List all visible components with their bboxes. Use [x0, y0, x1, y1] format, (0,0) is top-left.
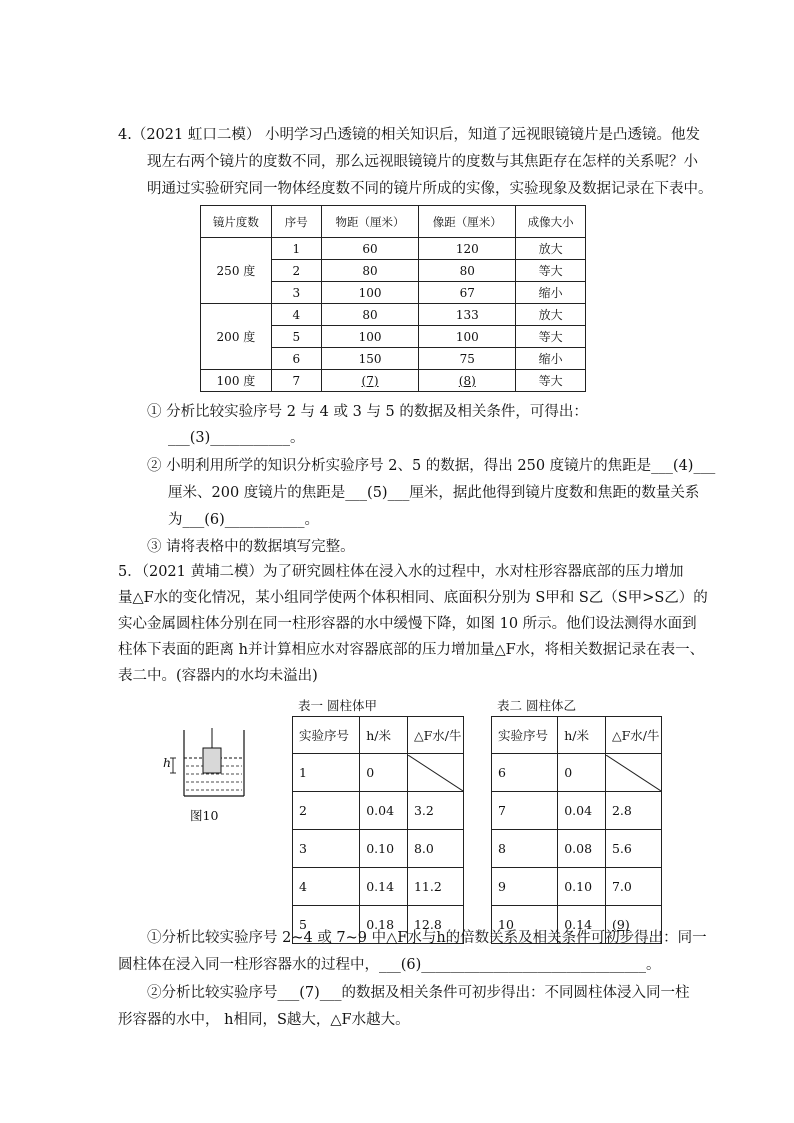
q4-sub3: ③ 请将表格中的数据填写完整。 [147, 539, 355, 555]
q4-sub1-blank: ___(3)___________。 [168, 430, 305, 446]
q4-line-1: 4.（2021 虹口二模） 小明学习凸透镜的相关知识后，知道了远视眼镜镜片是凸透镜。他发 [118, 127, 700, 143]
table-cell: 80 [419, 260, 516, 282]
q4-sub1: ① 分析比较实验序号 2 与 4 或 3 与 5 的数据及相关条件，可得出： [147, 404, 588, 420]
table-cell: 3 [293, 830, 360, 868]
table-cell: 2 [271, 260, 321, 282]
header-cell: 物距（厘米） [321, 206, 419, 238]
diagonal-cell [407, 754, 463, 792]
table-cell: 0.14 [558, 906, 606, 944]
q4-sub2-c: 为___(6)___________。 [168, 512, 320, 528]
table-cell: 6 [271, 348, 321, 370]
q4-line-3: 明通过实验研究同一物体经度数不同的镜片所成的实像，实验现象及数据记录在下表中。 [147, 181, 713, 197]
table-cell: 150 [321, 348, 419, 370]
table-cell: 缩小 [516, 282, 586, 304]
table-cell: 3.2 [407, 792, 463, 830]
q5-line-3: 实心金属圆柱体分别在同一柱形容器的水中缓慢下降，如图 10 所示。他们设法测得水面到 [118, 616, 697, 632]
table-cell: 5 [293, 906, 360, 944]
table-cell: 133 [419, 304, 516, 326]
q5-sub2-b: 形容器的水中， h相同，S越大，△F水越大。 [118, 1012, 410, 1028]
table-cell: 等大 [516, 326, 586, 348]
q5-line-2: 量△F水的变化情况，某小组同学使两个体积相同、底面积分别为 S甲和 S乙（S甲>S乙）的 [118, 590, 708, 606]
table1-caption: 表一 圆柱体甲 [298, 698, 377, 713]
figure-10-diagram [160, 720, 255, 820]
table-cell: 5 [271, 326, 321, 348]
table-cell: 100 [419, 326, 516, 348]
degree-cell: 100 度 [201, 370, 272, 392]
table-cell: 10 [492, 906, 558, 944]
degree-cell: 200 度 [201, 304, 272, 370]
table-cell: 缩小 [516, 348, 586, 370]
table-cell: 0.10 [558, 868, 606, 906]
table-cell: 1 [271, 238, 321, 260]
diagonal-cell [605, 754, 661, 792]
table-cell: 0 [360, 754, 408, 792]
table-cell: 7 [271, 370, 321, 392]
degree-cell: 250 度 [201, 238, 272, 304]
table-cell: 75 [419, 348, 516, 370]
q4-sub2-a: ② 小明利用所学的知识分析实验序号 2、5 的数据，得出 250 度镜片的焦距是___(4)___ [147, 458, 716, 474]
figure-caption: 图10 [190, 808, 219, 823]
table-cell: 7.0 [605, 868, 661, 906]
table-cell: 0 [558, 754, 606, 792]
header-cell: h/米 [558, 717, 606, 754]
table-cell: 120 [419, 238, 516, 260]
header-cell: 镜片度数 [201, 206, 272, 238]
table-cell: 1 [293, 754, 360, 792]
table-cell: 等大 [516, 260, 586, 282]
q5-sub2-a: ②分析比较实验序号___(7)___的数据及相关条件可初步得出：不同圆柱体浸入同一柱 [147, 985, 690, 1001]
table-cell: 2 [293, 792, 360, 830]
table-cell: 6 [492, 754, 558, 792]
table-cell: 100 [321, 282, 419, 304]
table-cell: 放大 [516, 238, 586, 260]
header-cell: h/米 [360, 717, 408, 754]
q5-sub1-a: ①分析比较实验序号 2~4 或 7~9 中△F水与h的倍数关系及相关条件可初步得出：同一 [147, 930, 707, 946]
table-cell: 0.04 [360, 792, 408, 830]
table-cell: 放大 [516, 304, 586, 326]
table-cell: 12.8 [407, 906, 463, 944]
table-cell: 2.8 [605, 792, 661, 830]
table-cell: 等大 [516, 370, 586, 392]
table-cell: 8.0 [407, 830, 463, 868]
table-cell: 60 [321, 238, 419, 260]
header-cell: △F水/牛 [605, 717, 661, 754]
table-cell: 100 [321, 326, 419, 348]
q4-line-2: 现左右两个镜片的度数不同，那么远视眼镜镜片的度数与其焦距存在怎样的关系呢？小 [147, 154, 698, 170]
table-cell: 80 [321, 304, 419, 326]
table-cell: 4 [271, 304, 321, 326]
table-cell: 0.10 [360, 830, 408, 868]
answer-blank-9: (9) [605, 906, 661, 944]
q4-sub2-b: 厘米、200 度镜片的焦距是___(5)___厘米，据此他得到镜片度数和焦距的数量关系 [168, 485, 700, 501]
table-cell: 0.08 [558, 830, 606, 868]
q5-line-1: 5．（2021 黄埔二模）为了研究圆柱体在浸入水的过程中，水对柱形容器底部的压力增加 [118, 564, 684, 580]
q5-sub1-b: 圆柱体在浸入同一柱形容器水的过程中，___(6)_______________________________。 [118, 957, 661, 973]
table-cell: 0.04 [558, 792, 606, 830]
table-cell: 80 [321, 260, 419, 282]
table-cell: 0.18 [360, 906, 408, 944]
q4-data-table [200, 205, 586, 392]
table-cell: 4 [293, 868, 360, 906]
header-cell: 序号 [271, 206, 321, 238]
table-cell: 11.2 [407, 868, 463, 906]
header-cell: 实验序号 [293, 717, 360, 754]
table-cell: 5.6 [605, 830, 661, 868]
q5-line-4: 柱体下表面的距离 h并计算相应水对容器底部的压力增加量△F水，将相关数据记录在表一、 [118, 642, 705, 658]
table-cell: 67 [419, 282, 516, 304]
header-cell: 成像大小 [516, 206, 586, 238]
table-cell: 8 [492, 830, 558, 868]
answer-blank-8: (8) [419, 370, 516, 392]
table-cell: 7 [492, 792, 558, 830]
header-cell: 像距（厘米） [419, 206, 516, 238]
table2-caption: 表二 圆柱体乙 [497, 698, 576, 713]
table2 [491, 716, 662, 944]
table-cell: 0.14 [360, 868, 408, 906]
header-cell: 实验序号 [492, 717, 558, 754]
table1 [292, 716, 464, 944]
table-cell: 9 [492, 868, 558, 906]
header-cell: △F水/牛 [407, 717, 463, 754]
answer-blank-7: (7) [321, 370, 419, 392]
figure-h-label: h [163, 755, 172, 770]
q5-line-5: 表二中。(容器内的水均未溢出) [118, 668, 318, 684]
table-cell: 3 [271, 282, 321, 304]
